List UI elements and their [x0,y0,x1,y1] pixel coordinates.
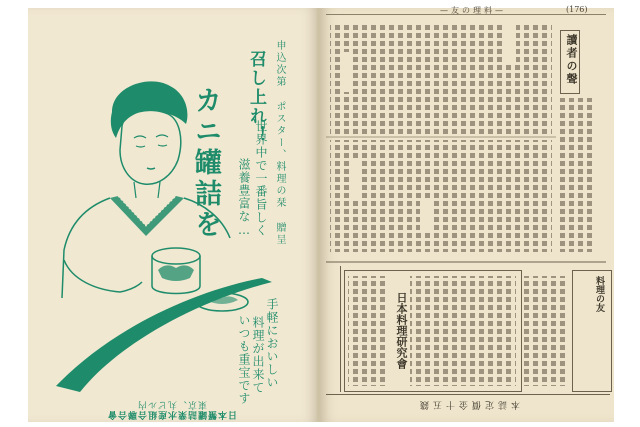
ad-line-easy: 手軽においしい [265,298,279,389]
section-title: 讀者の聲 [565,34,578,86]
ad-offer-text: 申込次第 ポスター、料理の栞 贈呈 [274,40,285,246]
ad-line-world-best: 世界中で一番旨しく [254,120,268,237]
ad-footer-address: 東京、丸ビル内 [137,399,208,409]
footer-price-note: 本誌定價金十五錢 [416,399,521,409]
cooking-society-title: 日本料理研究會 [395,292,408,369]
ad-footer-company: 日本蟹罐詰業水産組合聯合會 [107,409,238,419]
page-number: (176) [566,5,588,14]
running-header-title: —友の理料— [440,6,506,15]
price-table-title: 料理の友 [594,276,604,312]
ad-line-nutritious: 滋養豊富な… [237,158,251,238]
ad-line-handy: いつも重宝です [237,314,251,405]
ad-product-name: カニ罐詰を [190,86,221,241]
ad-line-cooking: 料理が出来て [251,316,265,394]
price-table-box [572,270,612,392]
footer-rule [326,394,610,395]
ad-headline: 召し上れ！ [246,50,266,145]
